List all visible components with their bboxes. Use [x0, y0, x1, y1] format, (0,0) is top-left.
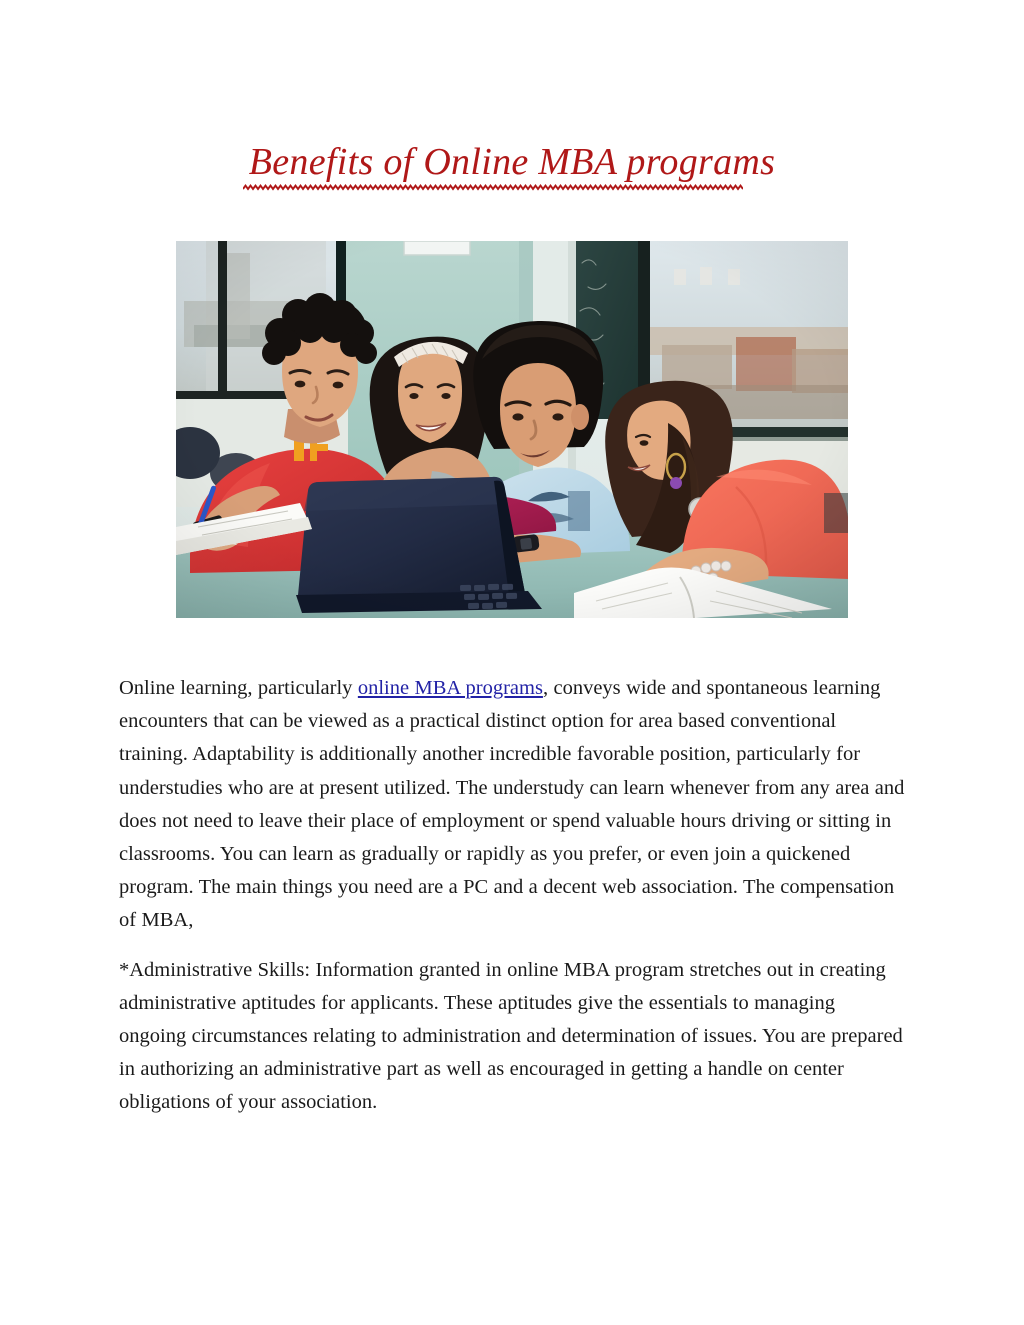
- paragraph-administrative-skills: [119, 954, 905, 1120]
- text-run: Online learning, particularly: [119, 677, 358, 699]
- page-title: [247, 143, 777, 189]
- text-run: , conveys wide and spontaneous learning encounters that can be viewed as a practical distinct option for area based conventional training. Adaptability is additionally another incredible favorable position, particularly for understudies who are at present utilized. The understudy can learn whenever from any area and does not need to leave their place of employment or spend valuable hours driving or sitting in classrooms. You can learn as gradually or rapidly as you prefer, or even join a quickened program. The main things you need are a PC and a decent web association. The compensation of MBA,: [119, 677, 905, 932]
- body-copy: [119, 672, 905, 1120]
- title-squiggle-underline: [243, 184, 743, 191]
- paragraph-intro: [119, 672, 905, 938]
- students-laptop-photo: [176, 241, 848, 618]
- photo-illustration: [176, 241, 848, 618]
- online-mba-programs-link[interactable]: online MBA programs: [357, 677, 543, 699]
- title-block: [0, 118, 1024, 215]
- page-title-text: Benefits of Online MBA programs: [248, 141, 776, 184]
- text-run: *Administrative Skills: Information granted in online MBA program stretches out in creating administrative aptitudes for applicants. These aptitudes give the essentials to managing ongoing circumstances relating to administration and determination of issues. You are prepared in authorizing an administrative part as well as encouraged in getting a handle on center obligations of your association.: [119, 958, 903, 1114]
